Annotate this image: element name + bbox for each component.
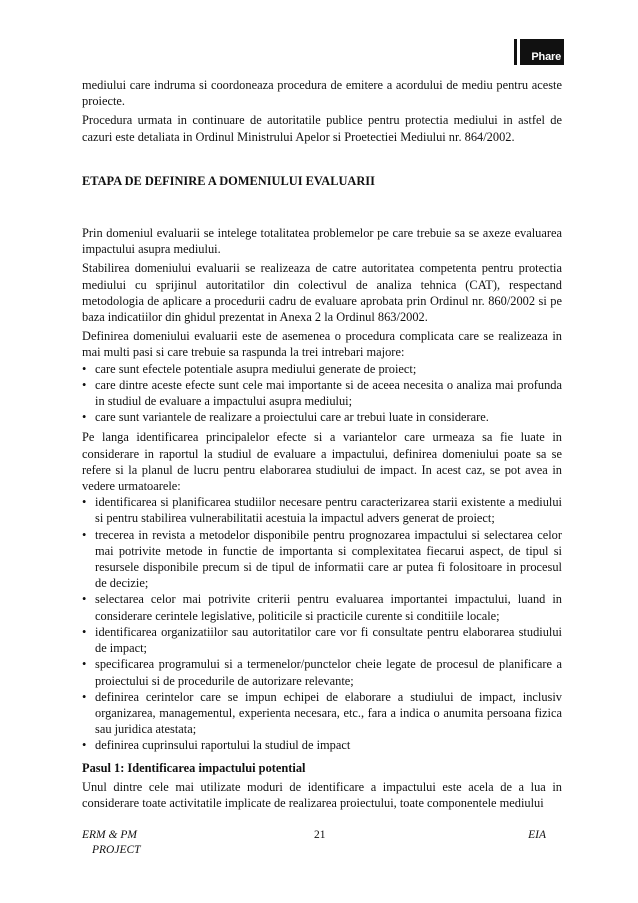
step-heading: Pasul 1: Identificarea impactului potential <box>82 760 306 775</box>
plan-paragraph: Pe langa identificarea principalelor efecte si a variantelor care urmeaza sa fie luate in considerare in raportul la studiul de evaluare a impactului, definirea domeniului poate sa se refere si la planul de lucru pentru elaborarea studiului de impact. In acest caz, se pot avea in vedere urmatoarele: <box>82 430 562 494</box>
intro-paragraph-2: Procedura urmata in continuare de autoritatile publice pentru protectia mediului in astfel de cazuri este detaliata in Ordinul Ministrului Apelor si Proetectiei Mediului nr. 864/2002. <box>82 113 562 144</box>
list-item: • trecerea in revista a metodelor disponibile pentru prognozarea impactului si selectarea celor mai potrivite metode in functie de importanta si complexitatea fiecarui aspect, de tipul si resursele disponibile precum si de tipul de informatii care ar putea fi folositoare in procesul de decizie; <box>82 527 562 591</box>
page-content <box>82 77 562 814</box>
section-paragraph-2: Stabilirea domeniului evaluarii se realizeaza de catre autoritatea competenta pentru protectia mediului cu sprijinul autoritatilor din colectivul de analiza tehnica (CAT), respectand metodologia de aplicare a procedurii cadru de evaluare aprobata prin Ordinul nr. 860/2002 si pe baza indicatiilor din ghidul prezentat in Anexa 2 la Ordinul 863/2002. <box>82 261 562 325</box>
list-item: • care dintre aceste efecte sunt cele mai importante si de aceea necesita o analiza mai profunda in studiul de evaluare a impactului asupra mediului; <box>82 377 562 409</box>
bullet-icon: • <box>82 527 87 542</box>
section-paragraph-1: Prin domeniul evaluarii se intelege totalitatea problemelor pe care trebuie sa se axeze evaluarea impactului asupra mediului. <box>82 226 562 257</box>
bullet-icon: • <box>82 495 87 510</box>
footer-project-line1: ERM & PM <box>82 829 137 841</box>
bullet-icon: • <box>82 624 87 639</box>
list-item: • definirea cuprinsului raportului la studiul de impact <box>82 738 351 753</box>
logo-text: Phare <box>520 39 564 65</box>
bullet-icon: • <box>82 738 87 753</box>
page-number: 21 <box>314 829 326 841</box>
intro-paragraph-1: mediului care indruma si coordoneaza procedura de emitere a acordului de mediu pentru aceste proiecte. <box>82 78 562 109</box>
list-item: • care sunt efectele potentiale asupra mediului generate de proiect; <box>82 361 417 376</box>
phare-logo <box>514 39 564 65</box>
section-heading: ETAPA DE DEFINIRE A DOMENIULUI EVALUARII <box>82 173 375 188</box>
list-item: • care sunt variantele de realizare a proiectului care ar trebui luate in considerare. <box>82 410 489 425</box>
list-item: • specificarea programului si a termenelor/punctelor cheie legate de procesul de planificare a proiectului si de procedurile de autorizare relevante; <box>82 657 562 688</box>
section-paragraph-3: Definirea domeniului evaluarii este de asemenea o procedura complicata care se realizeaza in mai multi pasi si care trebuie sa raspunda la trei intrebari majore: <box>82 329 562 360</box>
footer-project-line2: PROJECT <box>92 844 141 856</box>
plan-list <box>82 494 562 753</box>
bullet-icon: • <box>82 657 87 672</box>
footer-project <box>82 828 141 858</box>
footer-doc-code: EIA <box>528 829 546 841</box>
bullet-icon: • <box>82 592 87 607</box>
bullet-icon: • <box>82 689 87 704</box>
step-paragraph: Unul dintre cele mai utilizate moduri de identificare a impactului este acela de a lua in considerare toate activitatile implicate de realizarea proiectului, toate componentele mediului <box>82 779 562 810</box>
list-item: • identificarea organizatiilor sau autoritatilor care vor fi consultate pentru elaborarea studiului de impact; <box>82 624 562 656</box>
logo-bar <box>514 39 517 65</box>
list-item: • identificarea si planificarea studiilor necesare pentru caracterizarea starii existente a mediului si pentru stabilirea vulnerabilitatii acestuia la impactul advers generat de proiect; <box>82 495 562 526</box>
questions-list <box>82 361 562 426</box>
list-item: • definirea cerintelor care se impun echipei de elaborare a studiului de impact, inclusiv organizarea, managementul, experienta necesara, etc., fara a indica o anumita persoana fizica sau juridica atestata; <box>82 689 562 737</box>
bullet-icon: • <box>82 377 87 392</box>
list-item: • selectarea celor mai potrivite criterii pentru evaluarea importantei impactului, luand in considerare cerintele legislative, politicile si practicile curente si conditiile locale; <box>82 592 562 623</box>
bullet-icon: • <box>82 410 87 425</box>
bullet-icon: • <box>82 361 87 376</box>
